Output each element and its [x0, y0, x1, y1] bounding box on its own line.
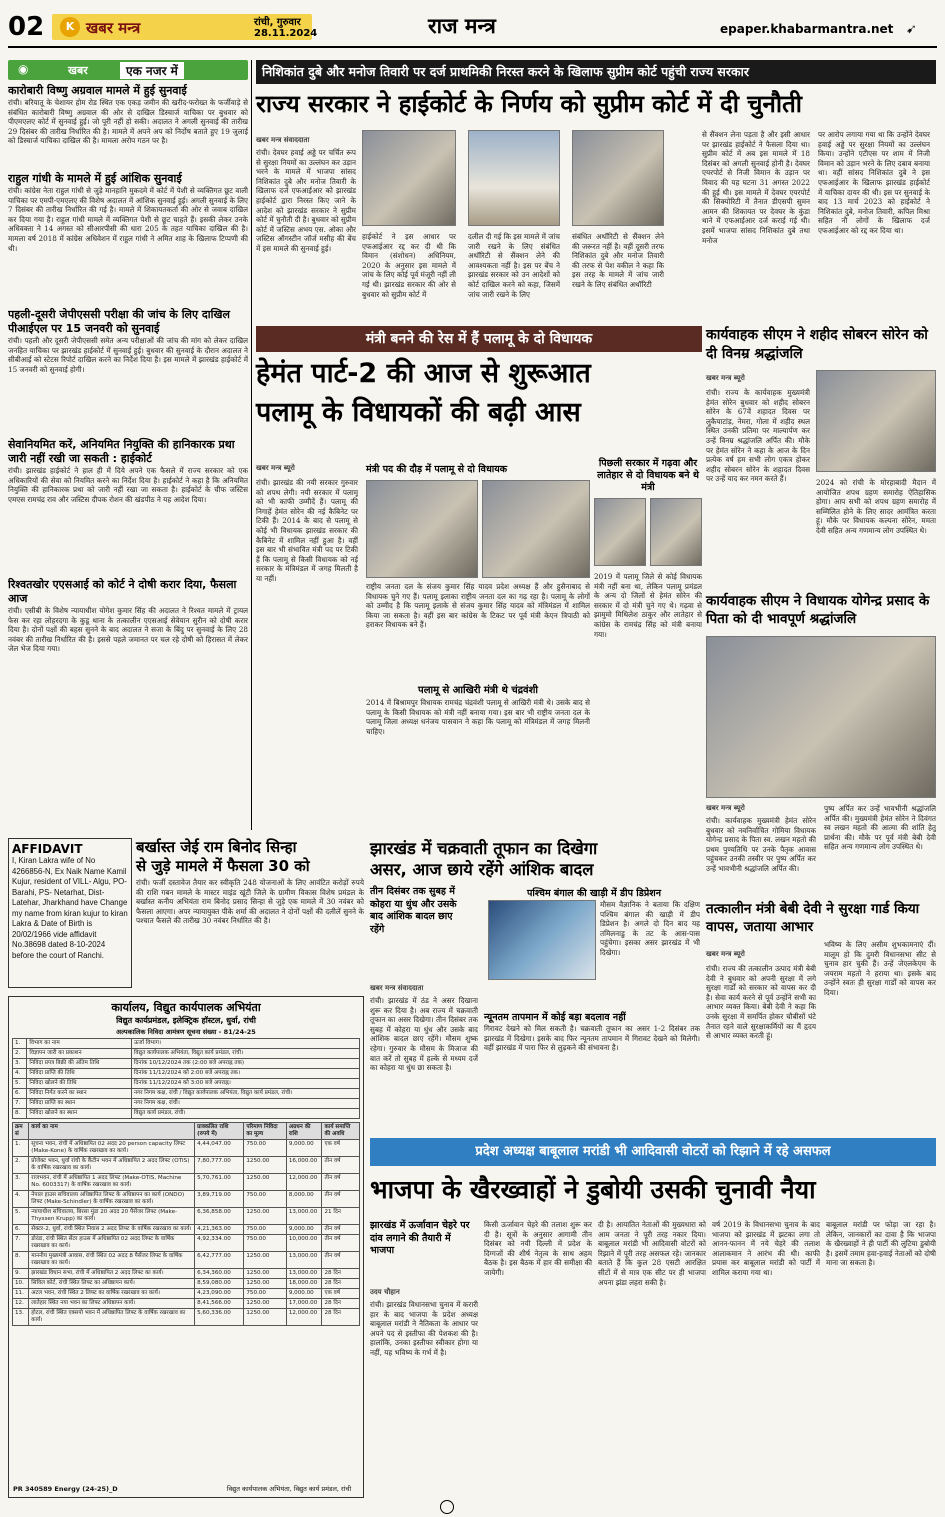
tender-info-cell: 4. — [13, 1069, 27, 1079]
palamu-story — [256, 326, 702, 826]
brief-item-body: रांची। कांग्रेस नेता राहुल गांधी से जुड़े मानहानि मुकदमे में कोर्ट में पेशी से व्यक्तिगत छूट वाली याचिका पर एमपी-एमएलए की विशेष अदालत में आंशिक सुनवाई हुई। अगली सुनवाई के लिए 7 दिसंबर की तारीख निर्धारित की गई है। मामले में शिकायतकर्ता की ओर से जवाब दाखिल कर दिया गया है। राहुल गांधी मामले में व्यक्तिगत पेशी से छूट चाहते हैं। इसकी लेकर उनके अधिवक्ता ने 14 अगस्त को सीआरपीसी की धारा 205 के तहत याचिका दाखिल की है। मामला वर्ष 2018 में कांग्रेस अधिवेशन में राहुल गांधी ने अमित शाह के खिलाफ टिप्पणी की थी। — [8, 186, 248, 253]
table-cell: 1250.00 — [244, 1174, 286, 1191]
sidebar-news-brief — [8, 60, 248, 830]
photo-tribute — [816, 370, 936, 472]
column-divider — [251, 60, 252, 830]
cyclone-headline-2: असर, आज छाये रहेंगे आंशिक बादल — [370, 860, 594, 879]
tender-info-cell: निविदा प्रपत्र बिक्री की अंतिम तिथि — [27, 1059, 132, 1069]
je-body: रांची। फर्जी दस्तावेज तैयार कर स्वीकृति 248 योजनाओं के लिए आवंटित करोड़ों रुपये की राशि गबन मामले के मास्टर माइंड खूंटी जिले के ग्रामीण विकास विशेष प्रमंडल के बर्खास्त कनीय अभियंता राम बिनोद प्रसाद सिन्हा से जुड़े एक मामले में 30 नवंबर को फैसला आएगा। अपर न्यायायुक्त पीके शर्मा की अदालत ने दोनों पक्षों की दलीलें सुनने के पश्चात फैसले की तारीख 30 नवंबर निर्धारित की है। — [136, 878, 364, 926]
table-cell: 28 दिन — [322, 1309, 360, 1326]
cyclone-byline: खबर मन्त्र संवाददाता — [370, 984, 424, 992]
table-cell: 6. — [13, 1225, 29, 1235]
tender-info-row — [13, 1069, 360, 1079]
table-cell: 750.00 — [244, 1289, 286, 1299]
table-cell: 13. — [13, 1309, 29, 1326]
photo-mla-2 — [482, 480, 590, 578]
table-cell: 1250.00 — [244, 1279, 286, 1289]
table-cell: 750.00 — [244, 1140, 286, 1157]
palamu-last-minister-head: पलामू से आखिरी मंत्री थे चंद्रवंशी — [418, 685, 538, 696]
table-cell: होटल, रांची स्थित एक्सपो भवन में अधिष्ठापित लिफ्ट के वार्षिक रखरखाव का कार्य। — [29, 1309, 195, 1326]
bjp-body-4: वर्ष 2019 के विधानसभा चुनाव के बाद भाजपा को झारखंड में झटका लगा तो आनन-फानन में नये चेहरे की तलाश आलाकमान ने आरंभ की थी। काफी प्रयास कर बाबूलाल मरांडी को पार्टी में शामिल कराया गया था। — [712, 1220, 820, 1277]
brief-item-headline: सेवानियमित करें, अनियमित नियुक्ति की हानिकारक प्रथा जारी नहीं रखी जा सकती : हाईकोर्ट — [8, 438, 235, 465]
table-cell: 17,000.00 — [286, 1299, 322, 1309]
bebi-byline: खबर मन्त्र ब्यूरो — [706, 950, 745, 958]
table-cell: तीन वर्ष — [322, 1252, 360, 1269]
yogendra-byline: खबर मन्त्र ब्यूरो — [706, 804, 745, 812]
table-cell: 18,000.00 — [286, 1279, 322, 1289]
table-cell: 5,70,761.00 — [195, 1174, 244, 1191]
bjp-body-2: किसी ऊर्जावान चेहरे की तलाश शुरू कर दी है। सूत्रों के अनुसार आगामी तीन दिसंबर को नयी दिल्ली में प्रदेश के दिग्गजों की शीर्ष नेतृत्व के साथ अहम बैठक है। इस बैठक में हार की समीक्षा की जायेगी। — [484, 1220, 592, 1277]
cyclone-subhead: पश्चिम बंगाल की खाड़ी में डीप डिप्रेशन — [527, 888, 661, 899]
table-cell: तीन वर्ष — [322, 1191, 360, 1208]
table-row — [13, 1140, 360, 1157]
tender-info-cell: दिनांक 11/12/2024 को 3:00 बजे अपराह्न। — [131, 1079, 359, 1089]
tender-work-table — [12, 1122, 360, 1326]
table-cell: 4,92,334.00 — [195, 1235, 244, 1252]
tender-info-cell: 8. — [13, 1109, 27, 1119]
tender-info-cell: 7. — [13, 1099, 27, 1109]
table-row — [13, 1225, 360, 1235]
table-cell: 13,000.00 — [286, 1208, 322, 1225]
table-cell: 16,000.00 — [286, 1157, 322, 1174]
soren-body-2: 2024 को रांची के मोरहाबादी मैदान में आयोजित शपथ ग्रहण समारोह ऐतिहासिक होगा। आप सभी को शपथ ग्रहण समारोह में सम्मिलित होने के लिए सादर आमंत्रित करता हूं। मौके पर विधायक कल्पना सोरेन, ममता देवी सहित अन्य गणमान्य लोग उपस्थित थे। — [816, 478, 936, 535]
table-cell: 8. — [13, 1252, 29, 1269]
tender-info-cell: 2. — [13, 1049, 27, 1059]
table-cell: सेक्टर-2, धुर्वा, रांची स्थित निवास 2 अदद लिफ्ट के वार्षिक रखरखाव का कार्य। — [29, 1225, 195, 1235]
je-headline-1: बर्खास्त जेई राम बिनोद सिन्हा — [136, 838, 297, 856]
brief-item-headline: रिश्वतखोर एएसआई को कोर्ट ने दोषी करार दिया, फैसला आज — [8, 578, 237, 605]
brief-item — [8, 438, 248, 572]
table-cell: झारखंड विधान सभा, रांची में अधिष्ठापित 2 अदद लिफ्ट का कार्य। — [29, 1269, 195, 1279]
tender-info-cell: 3. — [13, 1059, 27, 1069]
brief-item-body: रांची। बरियातू के चेशायर होम रोड स्थित एक एकड़ जमीन की खरीद-फरोख्त के फर्जीवाड़े से संबंधित कारोबारी विष्णु अग्रवाल की ओर से दाखिल डिस्चार्ज याचिका पर बुधवार को पीएमएलए कोर्ट में सुनवाई हुई। जो पूरी नहीं हो सकी। अदालत ने अगली सुनवाई की तारीख 29 दिसंबर की तारीख निर्धारित की है। मामले में अपने अप को निर्दोष बताते हुए 19 जुलाई को डिस्चार्ज याचिका दाखिल की है। मामला अरोप गठन पर है। — [8, 98, 248, 146]
tender-column-header: कार्य का नाम — [29, 1123, 195, 1140]
table-row — [13, 1235, 360, 1252]
tender-info-cell: निविदा प्राप्ति की तिथि — [27, 1069, 132, 1079]
table-cell: 12,000.00 — [286, 1309, 322, 1326]
table-cell: 4,21,363.00 — [195, 1225, 244, 1235]
tender-info-row — [13, 1049, 360, 1059]
palamu-byline: खबर मन्त्र ब्यूरो — [256, 464, 295, 472]
tender-title: कार्यालय, विद्युत कार्यपालक अभियंता — [111, 1001, 261, 1014]
table-row — [13, 1252, 360, 1269]
lead-column-4: संबंधित अथॉरिटी से सैंक्शन लेने की जरूरत नहीं है। वहीं दूसरी तरफ निशिकांत दुबे और मनोज तिवारी की तरफ से पेश वकील ने कहा कि इस तरह के मामले में जांच जारी रखने के लिए संबंधित अथॉरिटी — [572, 232, 664, 289]
table-cell: 750.00 — [244, 1235, 286, 1252]
tender-info-row — [13, 1109, 360, 1119]
tender-info-cell: निविदा खोलने की तिथि — [27, 1079, 132, 1089]
table-cell: 5. — [13, 1208, 29, 1225]
table-cell: तीन वर्ष — [322, 1235, 360, 1252]
brief-tag: खबर — [68, 64, 88, 77]
bjp-headline: भाजपा के खैरख्वाहों ने डुबोयी उसकी चुनावी नैया — [370, 1175, 816, 1204]
tender-column-header: अग्रधन की राशि — [286, 1123, 322, 1140]
table-row — [13, 1269, 360, 1279]
soren-story — [706, 326, 936, 586]
bjp-body-5: बाबूलाल मरांडी पर फोड़ा जा रहा है। लेकिन, जानकारों का दावा है कि भाजपा के खैरख्वाहों ने ही पार्टी की लुटिया डुबोयी है। इसमें तमाम हवा-हवाई नेताओं को दोषी माना जा सकता है। — [826, 1220, 936, 1268]
table-cell: तीन वर्ष — [322, 1174, 360, 1191]
tender-notice — [8, 996, 364, 1498]
cyclone-body-2: मौसम वैज्ञानिक ने बताया कि दक्षिण पश्चिम बंगाल की खाड़ी में डीप डिप्रेशन है। अगले दो दिन बाद यह तमिलनाडु के तट के आस-पास पहुंचेगा। इसका असर झारखंड में भी दिखेगा। — [600, 900, 700, 957]
tender-notice-number: अल्पकालिक निविदा आमंत्रण सूचना संख्या - 81/24-25 — [116, 1028, 256, 1036]
tender-info-cell: दिनांक 11/12/2024 को 2:00 बजे अपराह्न तक। — [131, 1069, 359, 1079]
yogendra-body: रांची। कार्यवाहक मुख्यमंत्री हेमंत सोरेन बुधवार को नवनिर्वाचित गोमिया विधायक योगेन्द्र प्रसाद के पिता स्व. लखन महतो की प्रथम पुण्यतिथि पर उनके पैतृक आवास पहुंचकर उनकी तस्वीर पर पुष्प अर्पित कर उन्हें भावभीनी श्रद्धांजलि अर्पित की। — [706, 816, 816, 873]
table-cell: 2. — [13, 1157, 29, 1174]
soren-headline: कार्यवाहक सीएम ने शहीद सोबरन सोरेन को दी विनम्र श्रद्धांजलि — [706, 327, 928, 362]
table-cell: 11. — [13, 1289, 29, 1299]
affidavit-title: AFFIDAVIT — [12, 842, 83, 856]
table-cell: 28 दिन — [322, 1299, 360, 1309]
tender-signature: विद्युत कार्यपालक अभियंता, विद्युत कार्य प्रमंडल, रांची — [226, 1485, 352, 1493]
je-headline-2: से जुड़े मामले में फैसला 30 को — [136, 857, 310, 875]
table-cell: 5,60,336.00 — [195, 1309, 244, 1326]
table-cell: 4,44,047.00 — [195, 1140, 244, 1157]
tender-info-cell: ऊर्जा विभाग। — [131, 1039, 359, 1049]
table-cell: 9. — [13, 1269, 29, 1279]
bjp-body-1: रांची। झारखंड विधानसभा चुनाव में करारी हार के बाद भाजपा के प्रदेश अध्यक्ष बाबूलाल मरांडी ने नैतिकता के आधार पर अपने पद से इस्तीफा की पेशकश की है। हालांकि, उनका इस्तीफा स्वीकार होगा या नहीं, यह भविष्य के गर्भ में है। — [370, 1300, 478, 1357]
table-cell: राजभवन, रांची में अधिष्ठापित 1 अदद लिफ्ट (Make-OTIS, Machine No. 6003317) के वार्षिक रखरखाव का कार्य। — [29, 1174, 195, 1191]
tender-info-cell: 1. — [13, 1039, 27, 1049]
cyclone-body-1: रांची। झारखंड में ठंड ने असर दिखाना शुरू कर दिया है। अब राज्य में चक्रवाती तूफान का असर दिखेगा। तीन दिसंबर तक सुबह में कोहरा या धुंध और उसके बाद आंशिक बादल छाए रहेंगे। मौसम शुष्क रहेगा। गुरुवार के मौसम के मिजाज की बात करें तो सुबह में हल्के से मध्यम दर्जे का कोहरा या धुंध छा सकता है। — [370, 996, 478, 1073]
brief-label: एक नजर में — [120, 62, 184, 79]
palamu-subhead: मंत्री पद की दौड़ में पलामू से दो विधायक — [366, 464, 508, 475]
tender-info-cell: विद्युत कार्यपालक अभियंता, विद्युत कार्य प्रमंडल, रांची। — [131, 1049, 359, 1059]
page-number: 02 — [8, 12, 45, 42]
brand-name: खबर मन्त्र — [86, 19, 141, 37]
brief-item-headline: कारोबारी विष्णु अग्रवाल मामले में हुई सुनवाई — [8, 84, 187, 97]
tender-info-row — [13, 1079, 360, 1089]
brief-item — [8, 84, 248, 166]
bjp-story — [370, 1138, 936, 1498]
masthead — [8, 8, 937, 48]
table-cell: 4. — [13, 1191, 29, 1208]
photo-minister-garhwa — [594, 498, 646, 566]
garhwa-body: 2019 में पलामू जिले से कोई विधायक मंत्री नहीं बना था, लेकिन पलामू प्रमंडल के अन्य दो जिलों से हेमंत सोरेन की सरकार में दो मंत्री चुने गए थे। गढ़वा से झामुमो मिथिलेश ठाकुर और लातेहार से कांग्रेस के रामचंद्र सिंह को मंत्री बनाया गया। — [594, 572, 702, 639]
table-cell: 8,41,566.00 — [195, 1299, 244, 1309]
soren-body: रांची। राज्य के कार्यवाहक मुख्यमंत्री हेमंत सोरेन बुधवार को शहीद सोबरन सोरेन के 67वें शहादत दिवस पर लुकैयाटांड़, नेमरा, गोला में शहीद स्थल स्थित उनकी प्रतिमा पर माल्यार्पण कर उन्हें विनम्र श्रद्धांजलि अर्पित की। मौके पर हेमंत सोरेन ने कहा के आज के दिन प्रत्येक वर्ष हम सभी लोग एकत्र होकर शहीद सोबरन सोरेन के शहादत दिवस पर उन्हें याद कर नमन करते हैं। — [706, 388, 810, 484]
cyclone-highlight: तीन दिसंबर तक सुबह में कोहरा या धुंध और उसके बाद आंशिक बादल छाए रहेंगे — [370, 886, 457, 935]
bjp-highlight-box — [370, 1220, 478, 1280]
cyclone-min-temp-head: न्यूनतम तापमान में कोई बड़ा बदलाव नहीं — [484, 1012, 626, 1023]
table-cell: 7. — [13, 1235, 29, 1252]
palamu-sub-body: राष्ट्रीय जनता दल के संजय कुमार सिंह यादव प्रदेश अध्यक्ष हैं और हुसैनाबाद से विधायक चुने गए हैं। पलामू इलाका राष्ट्रीय जनता दल का गढ़ रहा है। पलामू के लोगों को उम्मीद है कि पलामू इलाके से संजय कुमार सिंह यादव को मंत्रिमंडल में शामिल किया जा सकता है। वहीं इस बार कांग्रेस के टिकट पर पूर्व मंत्री केएन त्रिपाठी को हराकर विधायक बने हैं। — [366, 582, 590, 630]
masthead-city-day: रांची, गुरुवार — [254, 17, 301, 28]
bebi-headline: तत्कालीन मंत्री बेबी देवी ने सुरक्षा गार्ड किया वापस, जताया आभार — [706, 901, 920, 935]
table-cell: 9,000.00 — [286, 1140, 322, 1157]
tender-info-cell: विद्युत कार्य प्रमंडल, रांची। — [131, 1109, 359, 1119]
affidavit-ad — [8, 838, 132, 988]
tender-info-cell: निविदा खोलने का स्थान — [27, 1109, 132, 1119]
table-cell: 12. — [13, 1299, 29, 1309]
tender-info-cell: विज्ञापन जारी का प्रकाशन — [27, 1049, 132, 1059]
table-cell: 1250.00 — [244, 1252, 286, 1269]
brand-logo-icon: K — [60, 17, 80, 37]
lead-column-1: रांची। देवघर हवाई अड्डे पर चर्चित रूप से सुरक्षा नियमों का उल्लंघन कर उड़ान भरने के मामले में भाजपा सांसद निशिकांत दुबे और मनोज तिवारी के खिलाफ दर्ज एफआईआर को झारखंड हाईकोर्ट द्वारा निरस्त किए जाने के आदेश को झारखंड सरकार ने सुप्रीम कोर्ट में चुनौती दी है। बुधवार को सुप्रीम कोर्ट में जस्टिस अभय एस. ओका और जस्टिस ऑगस्टीन जॉर्ज मसीह की बेंच में इस मामले की सुनवाई हुई। — [256, 148, 356, 253]
table-cell: 7,80,777.00 — [195, 1157, 244, 1174]
registration-mark-icon — [440, 1500, 454, 1514]
bjp-byline: उदय चौहान — [370, 1288, 400, 1296]
tender-column-header: प्राक्कलित राशि (रुपये में) — [195, 1123, 244, 1140]
cyclone-story — [370, 838, 700, 1128]
cyclone-headline-1: झारखंड में चक्रवाती तूफान का दिखेगा — [370, 839, 598, 858]
tender-info-cell: निविदा प्राप्ति का स्थान — [27, 1099, 132, 1109]
table-row — [13, 1299, 360, 1309]
bebi-body: रांची। राज्य की तत्कालीन उत्पाद मंत्री बेबी देवी ने बुधवार को अपनी सुरक्षा में लगे सुरक्षा गार्डों को सरकार को वापस कर दी है। सेवा कार्य करने से पूर्व उन्होंने सभी का आभार व्यक्त किया। बेबी देवी ने कहा कि उनके सुरक्षा में समर्पित होकर चौबीसों घंटे तैनात रहने वाले सुरक्षाकर्मियों का मैं हृदय से आभार व्यक्त करती हूं। — [706, 964, 816, 1041]
table-cell: 10,000.00 — [286, 1235, 322, 1252]
table-cell: नेपाल हाउस सचिवालय अधिष्ठापित लिफ्ट के अधिष्ठापन का कार्य (ONDO) लिफ्ट (Make-Schindler) के वार्षिक रखरखाव का कार्य। — [29, 1191, 195, 1208]
lead-column-6: पर आरोप लगाया गया था कि उन्होंने देवघर हवाई अड्डे पर सुरक्षा नियमों का उल्लंघन किया। उन्होंने एटीएस पर शाम में निजी विमान को उड़ान भरने के लिए दबाव बनाया था। वहीं सांसद निशिकांत दुबे ने इस एफआईआर के खिलाफ झारखंड हाईकोर्ट में याचिका दायर की थी। इस पर सुनवाई के बाद 13 मार्च 2023 को हाईकोर्ट ने निशिकांत दुबे, मनोज तिवारी, कपिल मिश्रा सहित नौ लोगों के खिलाफ दर्ज एफआईआर को रद्द कर दिया था। — [818, 130, 930, 235]
tender-info-cell: 6. — [13, 1089, 27, 1099]
table-cell: एक वर्ष — [322, 1140, 360, 1157]
lead-kicker: निशिकांत दुबे और मनोज तिवारी पर दर्ज प्राथमिकी निरस्त करने के खिलाफ सुप्रीम कोर्ट पहुंची राज्य सरकार — [256, 60, 936, 84]
affidavit-body: I, Kiran Lakra wife of No 4266856-N, Ex Naik Name Kamil Kujur, resident of VILL- Algu, PO- Barahi, PS- Netarhat, Dist- Latehar, Jharkhand have Change my name from kiran kujur to kiran Lakra & Date of Birth is 20/02/1966 vide affidavit No.38698 dated 8-10-2024 before the court of Ranchi. — [12, 856, 128, 960]
tender-info-cell: निविदा निर्गत करने का स्थान — [27, 1089, 132, 1099]
tender-pr-number: PR 340589 Energy (24-25)_D — [13, 1485, 118, 1493]
table-cell: डोरंडा, रांची स्थित सेंटर हाउस में अधिष्ठापित 02 अदद लिफ्ट के वार्षिक रखरखाव का कार्य। — [29, 1235, 195, 1252]
table-cell: 10. — [13, 1279, 29, 1289]
table-row — [13, 1174, 360, 1191]
palamu-body: रांची। झारखंड की नयी सरकार गुरुवार को शपथ लेगी। नयी सरकार में पलामू को भी काफी उम्मीदें हैं। पलामू की निगाहें हेमंत सोरेन की नई कैबिनेट पर टिकी हैं। 2014 के बाद से पलामू से कोई भी विधायक झारखंड सरकार की कैबिनेट में शामिल नहीं हुआ है। वहीं इस बार भी संभावित मंत्री पद पर टिकी हैं कि पलामू से किसी विधायक को नई सरकार के मंत्रिमंडल में जगह मिलती है या नहीं। — [256, 478, 358, 583]
table-cell: 6,36,858.00 — [195, 1208, 244, 1225]
bjp-highlight: झारखंड में ऊर्जावान चेहरे पर दांव लगाने की तैयारी में भाजपा — [370, 1220, 470, 1256]
table-row — [13, 1289, 360, 1299]
table-row — [13, 1309, 360, 1326]
brief-item-headline: राहुल गांधी के मामले में हुई आंशिक सुनवाई — [8, 172, 182, 185]
brief-item — [8, 172, 248, 302]
tender-info-cell: विभाग का नाम — [27, 1039, 132, 1049]
table-cell: न्यायाधीश सचिवालय, बिरसा मुंडा 20 अदद 20 पैसेंजर लिफ्ट (Make-Thyssen Krupp) का कार्य। — [29, 1208, 195, 1225]
table-cell: एक वर्ष — [322, 1289, 360, 1299]
table-cell: 9,000.00 — [286, 1289, 322, 1299]
table-cell: 1250.00 — [244, 1208, 286, 1225]
palamu-banner: मंत्री बनने की रेस में हैं पलामू के दो विधायक — [256, 326, 702, 352]
cyclone-min-temp-body: गिरावट देखने को मिल सकती है। चक्रवाती तूफान का असर 1-2 दिसंबर तक झारखंड में दिखेगा। इसके बाद फिर न्यूनतम तापमान में गिरावट देखने को मिलेगी। वहीं झारखंड में पारा फिर से लुढ़कने की संभावना है। — [484, 1024, 700, 1053]
cyclone-highlight-box — [370, 886, 464, 966]
bebi-story — [706, 900, 936, 1134]
website-link[interactable]: epaper.khabarmantra.net — [720, 22, 894, 36]
table-row — [13, 1191, 360, 1208]
table-row — [13, 1208, 360, 1225]
table-cell: 1250.00 — [244, 1299, 286, 1309]
table-cell: 28 दिन — [322, 1269, 360, 1279]
bjp-body-3: दी है। आयातित नेताओं की मुख्यधारा को आम जनता ने पूरी तरह नकार दिया। बाबूलाल मरांडी भी आदिवासी वोटरों को रिझाने में पूरी तरह असफल रहे। जानकार बताते हैं कि कुल 28 एसटी आरक्षित सीटों में से मात्र एक सीट पर ही भाजपा अपना झंडा लहरा सकी है। — [598, 1220, 706, 1287]
globe-icon: ◉ — [18, 62, 29, 76]
tender-info-row — [13, 1099, 360, 1109]
table-cell: 28 दिन — [322, 1279, 360, 1289]
photo-cyclone-map — [488, 900, 596, 980]
yogendra-headline: कार्यवाहक सीएम ने विधायक योगेन्द्र प्रसाद के पिता को दी भावपूर्ण श्रद्धांजलि — [706, 593, 930, 627]
lead-column-2: हाईकोर्ट ने इस आधार पर एफआईआर रद्द कर दी थी कि विमान (संशोधन) अधिनियम, 2020 के अनुसार इस मामले में जांच के लिए कोई पूर्व मंजूरी नहीं ली गई थी। झारखंड सरकार की ओर से बुधवार को सुप्रीम कोर्ट में — [362, 232, 456, 299]
table-cell: 1250.00 — [244, 1269, 286, 1279]
table-cell: प्रोजेक्ट भवन, धुर्वा रांची के कैंटीन भवन में अधिष्ठापित 2 अदद लिफ्ट (OTIS) के वार्षिक रखरखाव का कार्य। — [29, 1157, 195, 1174]
table-cell: 13,000.00 — [286, 1252, 322, 1269]
tender-column-header: क्रम सं — [13, 1123, 29, 1140]
palamu-headline-1: हेमंत पार्ट-2 की आज से शुरूआत — [256, 358, 591, 389]
table-cell: 750.00 — [244, 1191, 286, 1208]
brief-item-headline: पहली-दूसरी जेपीएससी परीक्षा की जांच के लिए दाखिल पीआईएल पर 15 जनवरी को सुनवाई — [8, 308, 230, 335]
lead-byline: खबर मन्त्र संवाददाता — [256, 136, 310, 144]
table-cell: 13,000.00 — [286, 1269, 322, 1279]
table-cell: 6,42,777.00 — [195, 1252, 244, 1269]
lead-column-5: से सैंक्शन लेना पड़ता है और इसी आधार पर झारखंड हाईकोर्ट ने फैसला दिया था। सुप्रीम कोर्ट में अब इस मामले में 18 दिसंबर को अगली सुनवाई होनी है। देवघर एयरपोर्ट से निजी विमान के उड़ान पर विवाद की यह घटना 31 अगस्त 2022 की हुई थी। इस मामले में देवघर एयरपोर्ट की सिक्योरिटी में तैनात डीएसपी सुमन आमन की शिकायत पर देवघर के कुंडा थाने में एफआईआर दर्ज कराई गई थी। इसमें भाजपा सांसद निशिकांत दुबे तथा मनोज — [702, 130, 810, 245]
table-cell: लातेहार स्थित नया भवन का लिफ्ट अधिष्ठापन कार्य। — [29, 1299, 195, 1309]
bjp-banner: प्रदेश अध्यक्ष बाबूलाल मरांडी भी आदिवासी वोटरों को रिझाने में रहे असफल — [370, 1138, 936, 1166]
table-cell: सिविल कोर्ट, रांची स्थित लिफ्ट का अधिष्ठापन कार्य। — [29, 1279, 195, 1289]
soren-byline: खबर मन्त्र ब्यूरो — [706, 374, 745, 382]
table-cell: तीन वर्ष — [322, 1225, 360, 1235]
tender-info-row — [13, 1059, 360, 1069]
table-row — [13, 1279, 360, 1289]
photo-mla-1 — [366, 480, 478, 578]
masthead-date: 28.11.2024 — [254, 28, 318, 39]
tender-column-header: परिमाण निविदा का मूल्य — [244, 1123, 286, 1140]
brief-item-body: रांची। पहली और दूसरी जेपीएससी समेत अन्य परीक्षाओं की जांच की मांग को लेकर दाखिल जनहित याचिका पर झारखंड हाईकोर्ट में सुनवाई हुई। बुधवार की सुनवाई के दौरान अदालत ने सीबीआई को स्टेटस रिपोर्ट दाखिल करने का निर्देश दिया है। इस मामले में झारखंड हाईकोर्ट में 15 जनवरी को सुनवाई होगी। — [8, 336, 248, 374]
photo-supreme-court — [468, 130, 560, 226]
yogendra-story — [706, 592, 936, 892]
brief-item-body: रांची। एसीबी के विशेष न्यायाधीश योगेश कुमार सिंह की अदालत ने रिश्वत मामले में ट्रायल फेस कर रहा लोहरदगा के कुडू थाना के तत्कालीन एएसआई सेवेयान सुरीन को दोषी करार दिया है। दोनों पक्षों की बहस सुनने के बाद अदालत ने सजा के बिंदु पर सुनवाई के लिए 28 नवंबर की तारीख निर्धारित की है। इससे पहले जमानत पर चल रहे दोषी को हिरासत में लेकर जेल भेज दिया गया। — [8, 606, 248, 654]
yogendra-body-2: पुष्प अर्पित कर उन्हें भावभीनी श्रद्धांजलि अर्पित की। मुख्यमंत्री हेमंत सोरेन ने दिवंगत स्व लखन महतो की आत्मा की शांति हेतु प्रार्थना की। मौके पर पूर्व मंत्री बेबी देवी सहित अन्य गणमान्य लोग उपस्थित थे। — [824, 804, 936, 852]
table-cell: 1250.00 — [244, 1157, 286, 1174]
brief-item-body: रांची। झारखंड हाईकोर्ट ने हाल ही में दिये अपने एक फैसले में राज्य सरकार को एक अधिकारियों की सेवा को नियमित करने का निर्देश दिया है। हाईकोर्ट ने कहा है कि अनियमित नियुक्ति की हानिकारक प्रथा को जारी नहीं रखा जा सकता है। हाईकोर्ट के चीफ जस्टिस एमएस रामचंद्र राव और जस्टिस दीपक रोशन की खंडपीठ ने यह आदेश दिया। — [8, 466, 248, 504]
garhwa-head: पिछली सरकार में गढ़वा और लातेहार से दो विधायक बने थे मंत्री — [597, 458, 699, 493]
photo-minister-latehar — [650, 498, 702, 566]
tender-info-cell: 5. — [13, 1079, 27, 1089]
brief-item — [8, 578, 248, 780]
tender-info-cell: नगर निगम कक्ष, रांची। — [131, 1099, 359, 1109]
table-cell: तीन वर्ष — [322, 1157, 360, 1174]
tender-info-cell: दिनांक 10/12/2024 तक (2:00 बजे अपराह्न तक) — [131, 1059, 359, 1069]
photo-manoj-tiwari — [572, 130, 664, 226]
tender-info-row — [13, 1039, 360, 1049]
table-cell: 3. — [13, 1174, 29, 1191]
brief-header — [8, 60, 248, 80]
tender-subtitle: विद्युत कार्यप्रमंडल, इलेक्ट्रिक हॉस्टल, धुर्वा, रांची — [116, 1016, 256, 1025]
palamu-last-minister-body: 2014 में बिश्रामपुर विधायक रामचंद्र चंद्रवंशी पलामू से आखिरी मंत्री थे। उसके बाद से पलामू के किसी विधायक को मंत्री नहीं बनाया गया। इस बार भी राष्ट्रीय जनता दल के पलामू जिला अध्यक्ष धनंजय पासवान ने कहा कि पलामू को मंत्रिमंडल में जगह मिलनी चाहिए। — [366, 698, 590, 736]
tender-info-row — [13, 1089, 360, 1099]
table-cell: 6,34,360.00 — [195, 1269, 244, 1279]
photo-cm-tribute — [706, 636, 936, 798]
cursor-icon: ➹ — [906, 22, 917, 37]
lead-headline: राज्य सरकार ने हाईकोर्ट के निर्णय को सुप्रीम कोर्ट में दी चुनौती — [256, 90, 802, 118]
table-cell: 750.00 — [244, 1225, 286, 1235]
lead-column-3: दलील दी गई कि इस मामले में जांच जारी रखने के लिए संबंधित अथॉरिटी से सैंक्शन लेने की आवश्यकता नहीं है। इस पर बेंच ने झारखंड सरकार को उन आदेशों को कोर्ट दाखिल करने को कहा, जिसमें जांच जारी रखने के लिए — [468, 232, 560, 299]
table-cell: 4,23,090.00 — [195, 1289, 244, 1299]
table-cell: माननीय मुख्यमंत्री आवास, रांची स्थित 02 अदद 8 पैसेंजर लिफ्ट के वार्षिक रखरखाव का कार्य। — [29, 1252, 195, 1269]
table-cell: 3,89,719.00 — [195, 1191, 244, 1208]
bebi-body-2: भविष्य के लिए असीम शुभकामनाएं दीं। मालूम हो कि दुमरी विधानसभा सीट से चुनाव हार चुकी हैं। उन्हें जेएलकेएम के जयराम महतो ने हराया था। इसके बाद उन्होंने स्वतः ही सुरक्षा गार्डों को वापस कर दिया। — [824, 940, 936, 997]
table-cell: 1250.00 — [244, 1309, 286, 1326]
photo-nishikant-dubey — [362, 130, 456, 226]
tender-column-header: कार्य समाप्ति की अवधि — [322, 1123, 360, 1140]
table-cell: सूचना भवन, रांची में अधिष्ठापित 02 अदद 20 person capacity लिफ्ट (Make-Kone) के वार्षिक रखरखाव का कार्य। — [29, 1140, 195, 1157]
je-story — [136, 838, 364, 988]
tender-info-table — [12, 1038, 360, 1119]
lead-story — [256, 60, 936, 320]
table-cell: 8,000.00 — [286, 1191, 322, 1208]
table-cell: 9,000.00 — [286, 1225, 322, 1235]
section-title: राज मन्त्र — [428, 14, 496, 38]
brief-item — [8, 308, 248, 432]
table-cell: अटल भवन, रांची स्थित 2 लिफ्ट का वार्षिक रखरखाव का कार्य। — [29, 1289, 195, 1299]
table-cell: 12,000.00 — [286, 1174, 322, 1191]
palamu-headline-2: पलामू के विधायकों की बढ़ी आस — [256, 397, 581, 428]
table-row — [13, 1157, 360, 1174]
table-cell: 21 दिन — [322, 1208, 360, 1225]
table-cell: 1. — [13, 1140, 29, 1157]
table-cell: 8,59,080.00 — [195, 1279, 244, 1289]
tender-info-cell: नगर निगम कक्ष, रांची / विद्युत कार्यपालक अभियंता, विद्युत कार्य प्रमंडल, रांची। — [131, 1089, 359, 1099]
